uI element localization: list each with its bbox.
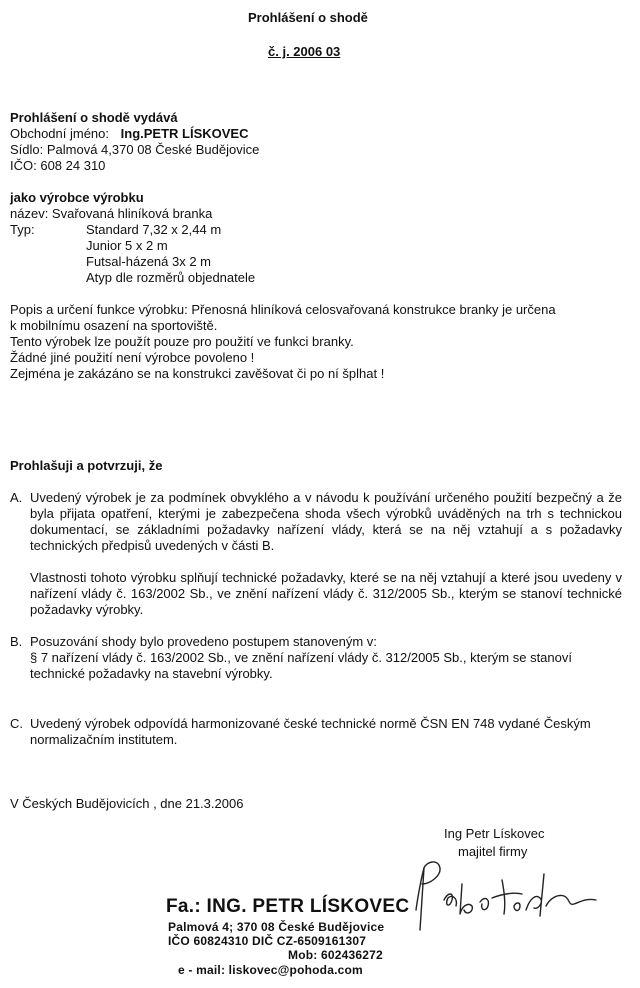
section-b-intro: Posuzování shody bylo provedeno postupem stanoveným v: <box>30 634 377 649</box>
section-b-label: B. <box>10 634 23 649</box>
section-a-text: Uvedený výrobek je za podmínek obvyklého a v návodu k používání určeného použití bezpečný a že byla přijata opatření, kterými je zabezpečena shoda všech výrobků uváděných na trh s technickou dokumentací, se základními požadavky nařízení vlády, která se na něj vztahují a s požadavky technických předpisů uvedených v části B. <box>30 490 622 553</box>
document-title: Prohlášení o shodě <box>248 10 368 25</box>
stamp-ids: IČO 60824310 DIČ CZ-6509161307 <box>168 934 367 948</box>
product-type-item: Futsal-házená 3x 2 m <box>86 254 212 269</box>
signer-name: Ing Petr Lískovec <box>444 826 545 841</box>
issuer-heading: Prohlášení o shodě vydává <box>10 110 178 125</box>
trade-name-label: Obchodní jméno: <box>10 126 110 141</box>
stamp-company-name: Fa.: ING. PETR LÍSKOVEC <box>166 896 410 917</box>
description-line: k mobilnímu osazení na sportoviště. <box>10 318 218 333</box>
description-line: Žádné jiné použití není výrobce povoleno ! <box>10 350 255 365</box>
document-number: č. j. 2006 03 <box>268 44 341 59</box>
stamp-address: Palmová 4; 370 08 České Budějovice <box>168 920 385 934</box>
declaration-heading: Prohlašuji a potvrzuji, že <box>10 458 163 473</box>
product-heading: jako výrobce výrobku <box>10 190 144 205</box>
product-type-item: Atyp dle rozměrů objednatele <box>86 270 256 285</box>
trade-name-value: Ing.PETR LÍSKOVEC <box>120 126 249 141</box>
description-line: Tento výrobek lze použít pouze pro použití ve funkci branky. <box>10 334 354 349</box>
issuer-ico: IČO: 608 24 310 <box>10 158 106 173</box>
product-name: název: Svařovaná hliníková branka <box>10 206 213 221</box>
stamp-mobile: Mob: 602436272 <box>288 948 383 962</box>
trade-name-row <box>10 126 248 141</box>
section-b-text: § 7 nařízení vlády č. 163/2002 Sb., ve znění nařízení vlády č. 312/2005 Sb., kterým se stanoví technické požadavky na stavební výrobky. <box>30 650 572 681</box>
section-a-label: A. <box>10 490 23 505</box>
section-c-label: C. <box>10 716 23 731</box>
product-type-item: Junior 5 x 2 m <box>86 238 168 253</box>
place-date: V Českých Budějovicích , dne 21.3.2006 <box>10 796 244 811</box>
description-line: Zejména je zakázáno se na konstrukci zavěšovat či po ní šplhat ! <box>10 366 385 381</box>
section-c-text: Uvedený výrobek odpovídá harmonizované české technické normě ČSN EN 748 vydané Českým normalizačním institutem. <box>30 716 591 747</box>
product-type-label: Typ: <box>10 222 35 237</box>
description-line: Popis a určení funkce výrobku: Přenosná hliníková celosvařovaná konstrukce branky je určena <box>10 302 556 317</box>
section-a-properties: Vlastnosti tohoto výrobku splňují technické požadavky, které se na něj vztahují a které jsou uvedeny v nařízení vlády č. 163/2002 Sb., ve znění nařízení vlády č. 312/2005 Sb., kterým se stanoví technické požadavky výrobky. <box>30 570 622 617</box>
signer-role: majitel firmy <box>458 844 528 859</box>
issuer-seat: Sídlo: Palmová 4,370 08 České Budějovice <box>10 142 260 157</box>
stamp-email: e - mail: liskovec@pohoda.com <box>178 963 363 977</box>
product-type-item: Standard 7,32 x 2,44 m <box>86 222 222 237</box>
handwritten-signature <box>410 840 610 940</box>
